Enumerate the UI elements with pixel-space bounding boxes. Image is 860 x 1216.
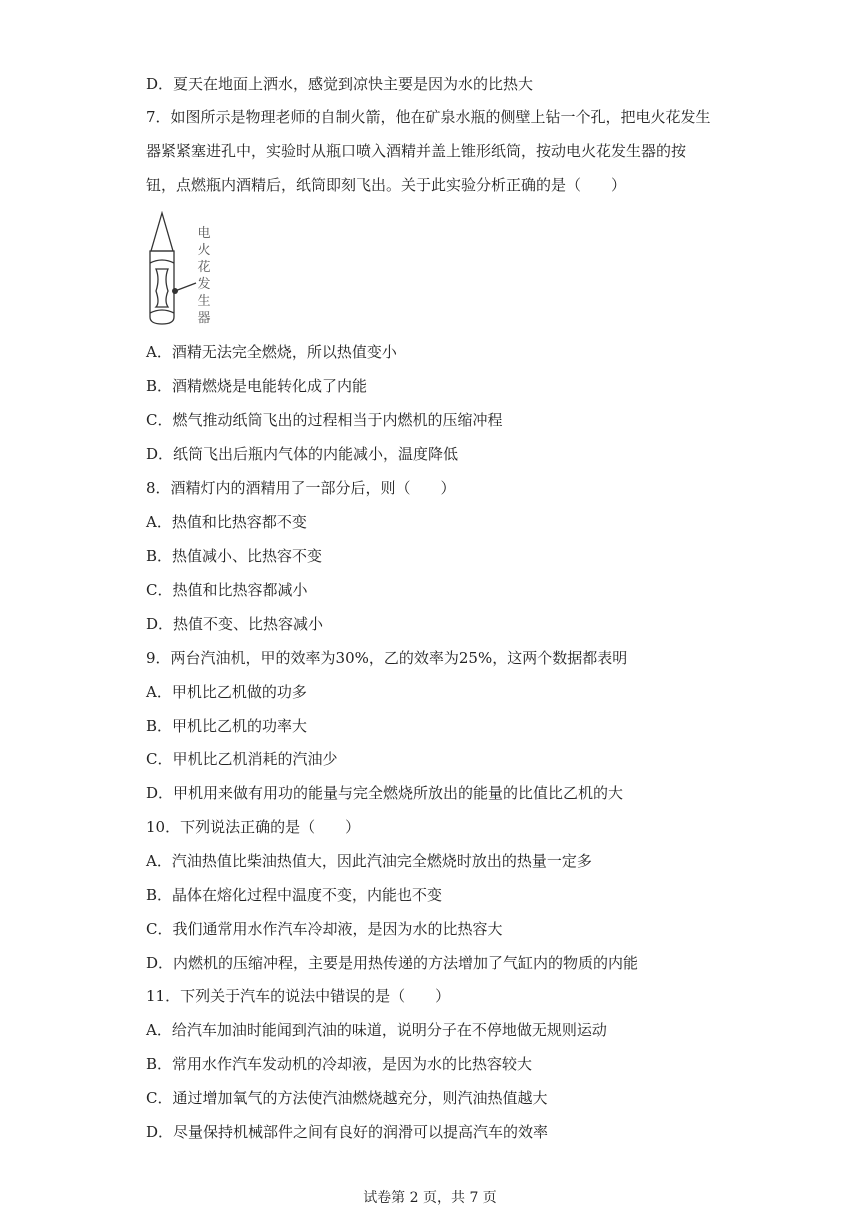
- question-7-line-3: 钮，点燃瓶内酒精后，纸筒即刻飞出。关于此实验分析正确的是（ ）: [146, 176, 627, 194]
- option-7a: A．酒精无法完全燃烧，所以热值变小: [146, 343, 397, 361]
- option-11c: C．通过增加氧气的方法使汽油燃烧越充分，则汽油热值越大: [146, 1089, 548, 1107]
- page-footer: 试卷第 2 页，共 7 页: [363, 1190, 497, 1206]
- spark-generator-label: 电 火 花 发 生 器: [197, 226, 211, 326]
- question-11: 11．下列关于汽车的说法中错误的是（ ）: [146, 987, 451, 1005]
- option-10c: C．我们通常用水作汽车冷却液，是因为水的比热容大: [146, 920, 503, 938]
- question-9: 9．两台汽油机，甲的效率为30%，乙的效率为25%，这两个数据都表明: [146, 649, 628, 667]
- option-8c: C．热值和比热容都减小: [146, 581, 308, 599]
- option-10a: A．汽油热值比柴油热值大，因此汽油完全燃烧时放出的热量一定多: [146, 852, 592, 870]
- option-8d: D．热值不变、比热容减小: [146, 615, 324, 633]
- option-7d: D．纸筒飞出后瓶内气体的内能减小，温度降低: [146, 445, 459, 463]
- option-8b: B．热值减小、比热容不变: [146, 547, 323, 565]
- option-8a: A．热值和比热容都不变: [146, 513, 307, 531]
- option-10d: D．内燃机的压缩冲程，主要是用热传递的方法增加了气缸内的物质的内能: [146, 954, 639, 972]
- option-10b: B．晶体在熔化过程中温度不变，内能也不变: [146, 886, 443, 904]
- option-11d: D．尽量保持机械部件之间有良好的润滑可以提高汽车的效率: [146, 1123, 549, 1141]
- option-11a: A．给汽车加油时能闻到汽油的味道，说明分子在不停地做无规则运动: [146, 1021, 607, 1039]
- option-11b: B．常用水作汽车发动机的冷却液，是因为水的比热容较大: [146, 1055, 533, 1073]
- question-8: 8．酒精灯内的酒精用了一部分后，则（ ）: [146, 479, 456, 497]
- option-9d: D．甲机用来做有用功的能量与完全燃烧所放出的能量的比值比乙机的大: [146, 784, 624, 802]
- option-9b: B．甲机比乙机的功率大: [146, 717, 308, 735]
- question-7-line-2: 器紧紧塞进孔中，实验时从瓶口喷入酒精并盖上锥形纸筒，按动电火花发生器的按: [146, 142, 687, 160]
- option-6d: D．夏天在地面上洒水，感觉到凉快主要是因为水的比热大: [146, 75, 534, 93]
- option-9c: C．甲机比乙机消耗的汽油少: [146, 750, 338, 768]
- question-7-line-1: 7．如图所示是物理老师的自制火箭，他在矿泉水瓶的侧壁上钻一个孔，把电火花发生: [146, 108, 711, 126]
- question-10: 10．下列说法正确的是（ ）: [146, 818, 361, 836]
- option-9a: A．甲机比乙机做的功多: [146, 683, 307, 701]
- option-7c: C．燃气推动纸筒飞出的过程相当于内燃机的压缩冲程: [146, 411, 503, 429]
- option-7b: B．酒精燃烧是电能转化成了内能: [146, 377, 368, 395]
